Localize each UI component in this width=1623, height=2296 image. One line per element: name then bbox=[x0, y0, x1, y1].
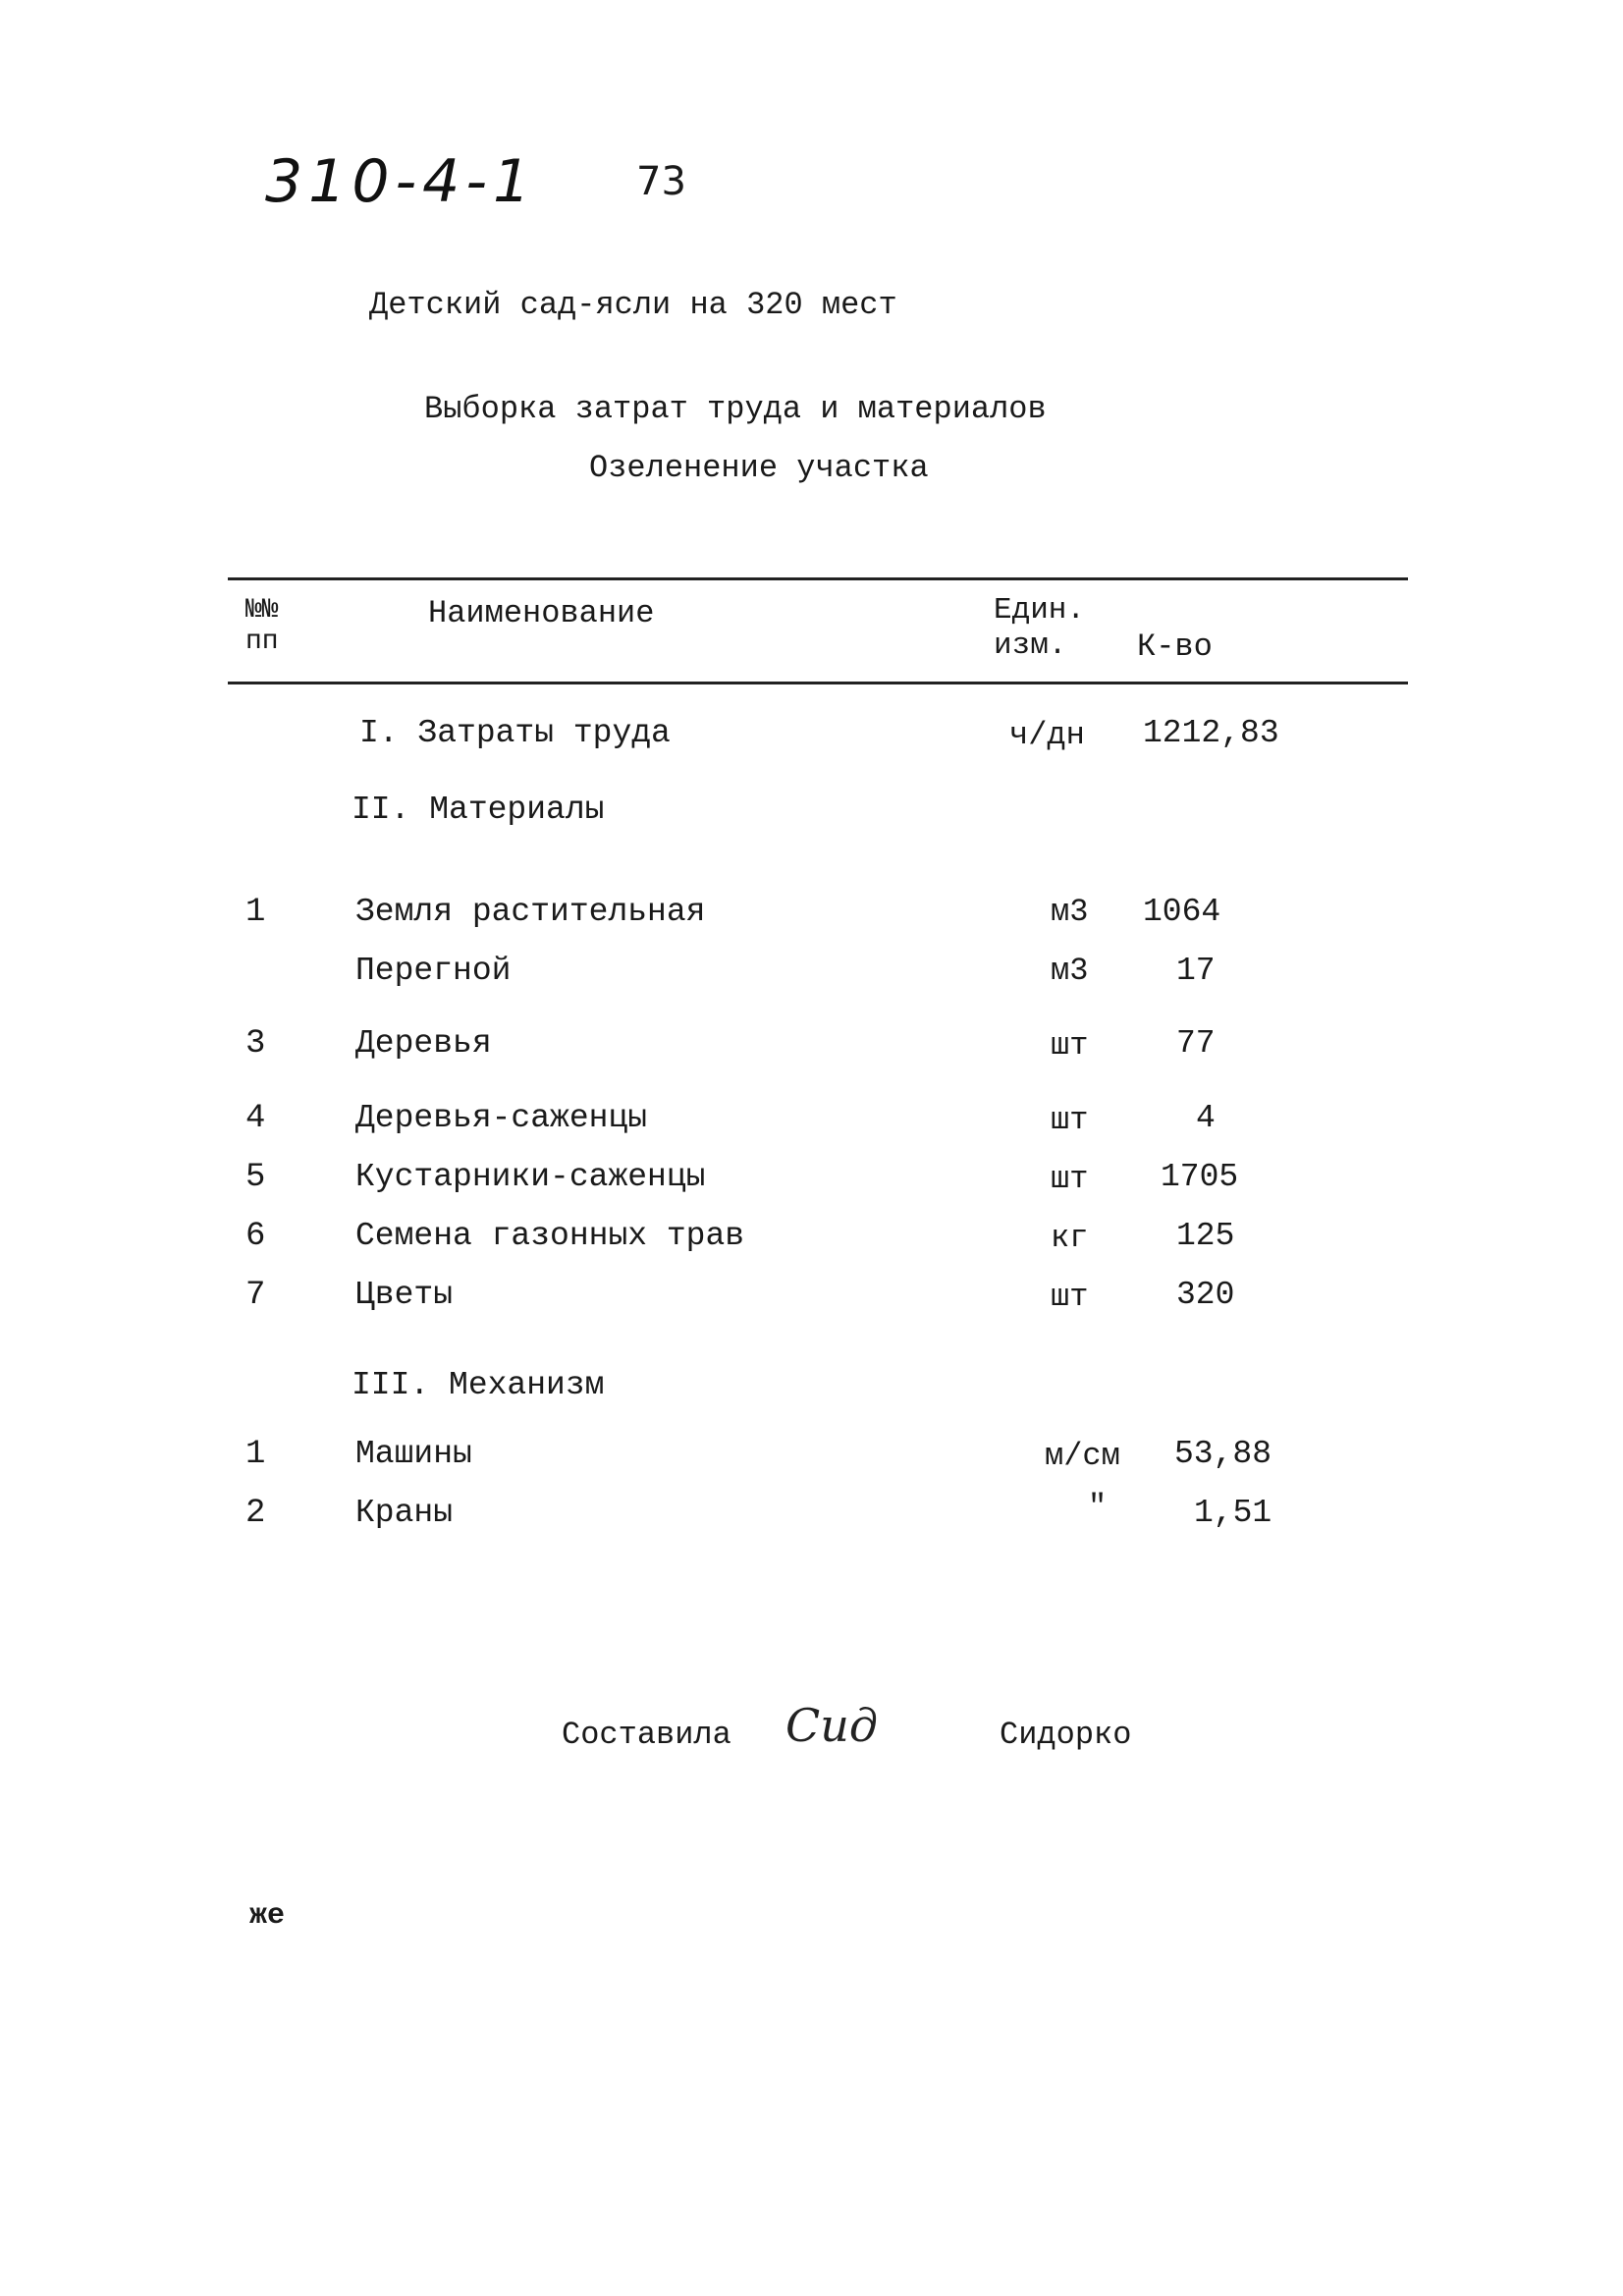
column-header-quantity: К-во bbox=[1137, 629, 1213, 665]
table-top-rule bbox=[228, 577, 1408, 580]
material-row-4-quantity: 4 bbox=[1196, 1100, 1216, 1136]
material-row-7-quantity: 320 bbox=[1176, 1277, 1235, 1313]
page-number: 73 bbox=[636, 159, 686, 204]
material-row-5-name: Кустарники-саженцы bbox=[355, 1159, 706, 1195]
material-row-6-number: 6 bbox=[245, 1218, 266, 1255]
material-row-2-name: Перегной bbox=[355, 953, 512, 989]
column-header-unit-line1: Един. bbox=[994, 593, 1086, 628]
machine-row-1-unit: м/см bbox=[1045, 1438, 1120, 1474]
material-row-3-quantity: 77 bbox=[1176, 1025, 1216, 1062]
material-row-3-name: Деревья bbox=[355, 1025, 492, 1062]
section-materials-label: II. Материалы bbox=[352, 792, 605, 828]
section-labor-quantity: 1212,83 bbox=[1143, 715, 1279, 751]
document-title: Детский сад-ясли на 320 мест bbox=[369, 287, 897, 323]
material-row-4-name: Деревья-саженцы bbox=[355, 1100, 648, 1136]
material-row-5-quantity: 1705 bbox=[1161, 1159, 1239, 1195]
compiled-by-label: Составила bbox=[562, 1717, 731, 1753]
material-row-5-number: 5 bbox=[245, 1159, 266, 1196]
compiler-name: Сидорко bbox=[1000, 1717, 1132, 1753]
machine-row-1-name: Машины bbox=[355, 1436, 472, 1472]
material-row-7-number: 7 bbox=[245, 1277, 266, 1314]
section-labor-label: I. Затраты труда bbox=[359, 715, 671, 751]
material-row-4-number: 4 bbox=[245, 1100, 266, 1137]
material-row-6-unit: кг bbox=[1051, 1220, 1089, 1256]
material-row-4-unit: шт bbox=[1051, 1102, 1089, 1138]
document-subtitle-section: Озеленение участка bbox=[589, 450, 929, 486]
material-row-5-unit: шт bbox=[1051, 1161, 1089, 1197]
signature: Сид bbox=[785, 1699, 878, 1752]
footer-mark: же bbox=[249, 1899, 286, 1933]
material-row-6-name: Семена газонных трав bbox=[355, 1218, 745, 1254]
column-header-name: Наименование bbox=[428, 595, 655, 631]
column-header-unit bbox=[994, 593, 1085, 664]
column-header-number-line2: пп bbox=[245, 627, 279, 657]
column-header-number-line1: №№ bbox=[245, 595, 279, 626]
material-row-3-number: 3 bbox=[245, 1025, 266, 1063]
document-code: 310-4-1 bbox=[265, 147, 537, 216]
column-header-unit-line2: изм. bbox=[994, 629, 1067, 663]
material-row-1-number: 1 bbox=[245, 894, 266, 931]
material-row-2-quantity: 17 bbox=[1176, 953, 1216, 989]
column-header-number bbox=[245, 595, 279, 658]
section-machines-label: III. Механизм bbox=[352, 1367, 605, 1403]
document-subtitle: Выборка затрат труда и материалов bbox=[424, 391, 1047, 427]
machine-row-2-unit: " bbox=[1088, 1489, 1108, 1525]
material-row-6-quantity: 125 bbox=[1176, 1218, 1235, 1254]
material-row-7-name: Цветы bbox=[355, 1277, 454, 1313]
material-row-1-unit: м3 bbox=[1051, 894, 1089, 930]
material-row-1-quantity: 1064 bbox=[1143, 894, 1221, 930]
machine-row-2-number: 2 bbox=[245, 1495, 266, 1532]
machine-row-1-quantity: 53,88 bbox=[1174, 1436, 1272, 1472]
machine-row-2-quantity: 1,51 bbox=[1194, 1495, 1272, 1531]
table-header-rule bbox=[228, 682, 1408, 684]
material-row-1-name: Земля растительная bbox=[355, 894, 706, 930]
machine-row-2-name: Краны bbox=[355, 1495, 454, 1531]
material-row-3-unit: шт bbox=[1051, 1027, 1089, 1064]
material-row-2-unit: м3 bbox=[1051, 953, 1089, 989]
section-labor-unit: ч/дн bbox=[1009, 717, 1085, 753]
material-row-7-unit: шт bbox=[1051, 1279, 1089, 1315]
machine-row-1-number: 1 bbox=[245, 1436, 266, 1473]
